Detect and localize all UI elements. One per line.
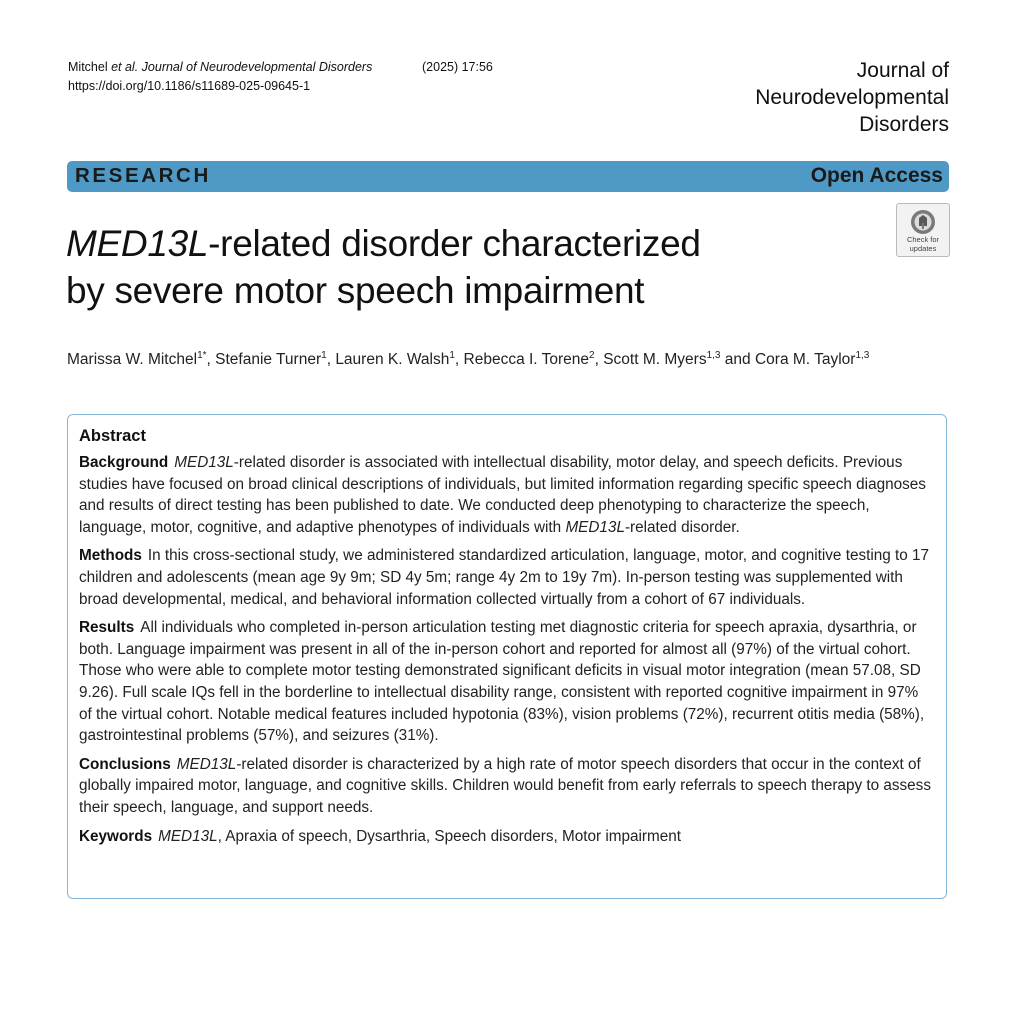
keywords-text: , Apraxia of speech, Dysarthria, Speech disorders, Motor impairment xyxy=(217,827,681,845)
author-list xyxy=(67,351,869,369)
author-affiliation: 1,3 xyxy=(855,350,870,361)
section-text: All individuals who completed in-person articulation testing met diagnostic criteria for speech apraxia, dysarthria, or both. Language impairment was present in all of the in-person cohort and reported for almost all (97%) of the virtual cohort. Those who were able to complete motor testing demonstrated significant deficits in visual motor integration (mean 57.08, SD 9.26). Full scale IQs fell in the borderline to intellectual disability range, consistent with reported cognitive impairment in 97% of the virtual cohort. Notable medical features included hypotonia (83%), vision problems (72%), recurrent otitis media (58%), gastrointestinal problems (57%), and seizures (31%). xyxy=(79,619,925,745)
citation-line xyxy=(68,58,493,77)
badge-text-line2: updates xyxy=(909,244,937,253)
abstract-box xyxy=(67,414,947,899)
author-affiliation: 2 xyxy=(589,350,595,361)
author-separator: , xyxy=(206,351,216,368)
author-separator: , xyxy=(326,351,336,368)
citation-header xyxy=(68,58,493,96)
author-separator: and xyxy=(720,351,755,368)
citation-et-al: et al. xyxy=(111,60,139,74)
check-updates-icon xyxy=(910,209,936,235)
citation-year-volume: (2025) 17:56 xyxy=(422,60,493,74)
section-label: Keywords xyxy=(79,827,153,845)
journal-name-line: Disorders xyxy=(859,113,949,136)
author-separator: , xyxy=(594,351,604,368)
section-label: Methods xyxy=(79,547,142,565)
journal-name-line: Neurodevelopmental xyxy=(755,86,949,109)
journal-name-line: Journal of xyxy=(856,59,949,82)
abstract-conclusions xyxy=(79,754,935,819)
gene-name: MED13L xyxy=(176,755,237,773)
title-gene: MED13L xyxy=(66,223,209,264)
section-text: In this cross-sectional study, we administered standardized articulation, language, motor, and cognitive testing to 17 children and adolescents (mean age 9y 9m; SD 4y 5m; range 4y 2m to 19y 7m). In-person testing was supplemented with broad developmental, medical, and behavioral information collected virtually from a cohort of 67 individuals. xyxy=(79,547,930,608)
section-label: Background xyxy=(79,454,169,471)
doi-link[interactable]: https://doi.org/10.1186/s11689-025-09645-1 xyxy=(68,79,311,93)
journal-name xyxy=(755,57,949,138)
author-name[interactable]: Lauren K. Walsh xyxy=(335,351,450,368)
abstract-heading: Abstract xyxy=(79,427,146,445)
abstract-background xyxy=(79,452,935,538)
badge-text-line1: Check for xyxy=(906,235,940,244)
author-separator: , xyxy=(454,351,464,368)
author-name[interactable]: Marissa W. Mitchel xyxy=(67,351,198,368)
abstract-methods xyxy=(79,545,935,610)
abstract-keywords xyxy=(79,826,935,848)
gene-name: MED13L xyxy=(565,518,625,536)
gene-name: MED13L xyxy=(174,454,234,471)
author-name[interactable]: Stefanie Turner xyxy=(215,351,322,368)
author-affiliation: 1 xyxy=(321,350,327,361)
section-text: -related disorder is associated with intellectual disability, motor delay, and speech deficits. Previous studies have focused on broad clinical descriptions of individuals, but limited information regarding specific speech diagnoses and results of direct testing has been published to date. We conducted deep phenotyping to characterize the speech, language, motor, cognitive, and adaptive phenotypes of individuals with xyxy=(79,454,926,536)
section-text: -related disorder is characterized by a high rate of motor speech disorders that occur in the context of globally impaired motor, language, and cognitive skills. Children would benefit from early referrals to speech therapy to assess their speech, language, and support needs. xyxy=(79,755,931,816)
article-type-label: RESEARCH xyxy=(75,164,211,187)
section-label: Conclusions xyxy=(79,755,171,773)
author-affiliation: 1,3 xyxy=(706,350,721,361)
author-affiliation: 1 xyxy=(449,350,455,361)
article-title xyxy=(66,220,866,314)
author-name[interactable]: Scott M. Myers xyxy=(603,351,707,368)
open-access-label: Open Access xyxy=(810,164,943,187)
author-name[interactable]: Rebecca I. Torene xyxy=(463,351,590,368)
citation-author: Mitchel xyxy=(68,60,112,74)
gene-name: MED13L xyxy=(158,827,218,845)
title-line2: by severe motor speech impairment xyxy=(66,270,645,311)
section-label: Results xyxy=(79,619,135,637)
author-name[interactable]: Cora M. Taylor xyxy=(754,351,856,368)
title-line1: -related disorder characterized xyxy=(208,223,701,264)
citation-journal: Journal of Neurodevelopmental Disorders xyxy=(138,60,373,74)
check-for-updates-button[interactable] xyxy=(896,203,950,257)
article-type-banner xyxy=(67,161,949,192)
author-affiliation: 1* xyxy=(197,350,207,361)
section-text: -related disorder. xyxy=(624,518,740,536)
abstract-results xyxy=(79,617,935,747)
